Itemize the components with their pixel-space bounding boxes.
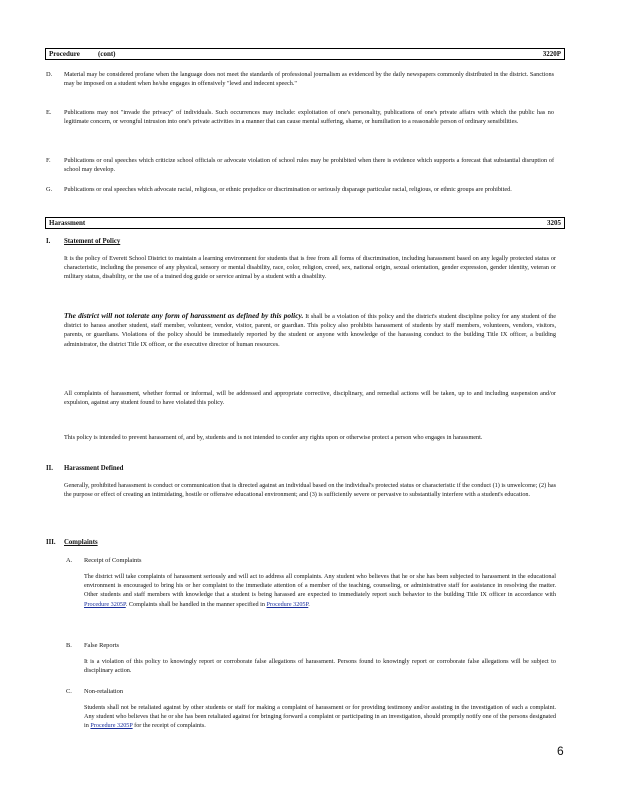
subsection-letter: B. bbox=[66, 642, 72, 649]
header-code: 3220P bbox=[542, 50, 561, 58]
section-title: Statement of Policy bbox=[64, 238, 121, 245]
paragraph-text: . Complaints shall be handled in the manner specified in bbox=[125, 600, 265, 608]
complaints-paragraph bbox=[84, 572, 556, 609]
section-number: I. bbox=[46, 238, 51, 245]
item-text: Material may be considered profane when the language does not meet the standards of professional journalism as evidenced by the daily newspapers commonly distributed in the district. Sanctions may be imposed on a student when he/she engages in offensively "lewd and indecent speech." bbox=[64, 71, 554, 88]
policy-paragraph-emphasis bbox=[64, 311, 556, 349]
header-cont: (cont) bbox=[98, 50, 116, 58]
subsection-title: Non-retaliation bbox=[84, 688, 124, 695]
item-text: Publications or oral speeches which criticize school officials or advocate violation of school rules may be prohibited when there is evidence which supports a forecast that substantial disruption of school may develop. bbox=[64, 157, 554, 174]
false-reports-paragraph: It is a violation of this policy to knowingly report or corroborate false allegations of harassment. Persons found to knowingly report or corroborate false allegations will be subject to disciplinary action. bbox=[84, 658, 556, 675]
item-text: Publications may not "invade the privacy" of individuals. Such occurrences may include: exploitation of one's personality, publications of one's private affairs with which the public has no legitimate concern, or wrongful intrusion into one's private activities in a manner that can cause mental suffering, shame, or humiliation to a reasonable person of ordinary sensibilities. bbox=[64, 109, 554, 126]
paragraph-text: The district will take complaints of harassment seriously and will act to address all complaints. Any student who believes that he or she has been subjected to harassment in the educational environment is encouraged to bring his or her complaint to the immediate attention of a member of the teaching, counseling, or administrative staff for assistance in resolving the matter. Other students and staff members with knowledge that a student is being harassed are expected to immediately report such behavior to the building Title IX officer in accordance with bbox=[84, 573, 556, 599]
paragraph-text: . bbox=[308, 600, 310, 608]
header-label: Harassment bbox=[49, 219, 86, 227]
procedure-link[interactable]: Procedure 3205P bbox=[84, 600, 126, 608]
item-letter: D. bbox=[46, 71, 53, 78]
section-title: Harassment Defined bbox=[64, 465, 124, 472]
section-title: Complaints bbox=[64, 539, 98, 546]
item-letter: E. bbox=[46, 109, 52, 116]
non-retaliation-paragraph bbox=[84, 703, 556, 731]
section-header-procedure bbox=[45, 48, 565, 60]
page-number: 6 bbox=[557, 744, 564, 758]
header-code: 3205 bbox=[547, 219, 561, 227]
item-letter: G. bbox=[46, 186, 53, 193]
policy-paragraph: It is the policy of Everett School District to maintain a learning environment for students that is free from all forms of discrimination, including harassment based on any legally protected status or characteristic, including the presence of any physical, sensory or mental disability, race, color, religion, creed, sex, national origin, sexual orientation, gender expression, gender identity, veteran or military status, disability, or the use of a trained dog guide or service animal by a student with a disability. bbox=[64, 255, 556, 281]
section-header-harassment bbox=[45, 217, 565, 229]
definition-paragraph: Generally, prohibited harassment is conduct or communication that is directed against an individual based on the individual's protected status or characteristic if the conduct (1) is unwelcome; (2) has the purpose or effect of creating an intimidating, hostile or offensive educational environment; and (3) is sufficiently severe or pervasive to substantially interfere with a student's education. bbox=[64, 482, 556, 499]
emphasis-sentence: The district will not tolerate any form of harassment as defined by this policy. bbox=[64, 311, 304, 320]
paragraph-text: Students shall not be retaliated against by other students or staff for making a complaint of harassment or for providing testimony and/or assisting in the investigation of such a complaint. Any student who believes that he or she has been retaliated against for bringing forward a complaint or participating in an investigation, should promptly notify one of the persons designated in bbox=[84, 704, 556, 730]
subsection-title: Receipt of Complaints bbox=[84, 557, 142, 564]
section-number: III. bbox=[46, 539, 56, 546]
item-letter: F. bbox=[46, 157, 51, 164]
paragraph-rest: It shall be a violation of this policy and the district's student discipline policy for any student of the district to harass another student, staff member, volunteer, vendor, visitor, parent, or guardian. This policy also prohibits harassment of students by staff members, volunteers, vendors, visitors, parents, or guardians. Violations of the policy should be immediately reported by the student or anyone with knowledge of the harassing conduct to the building Title IX officer, a building administrator, the district Title IX officer, or the executive director of human resources. bbox=[64, 313, 556, 348]
policy-paragraph: All complaints of harassment, whether formal or informal, will be addressed and appropriate corrective, disciplinary, and remedial actions will be taken, up to and including suspension and/or expulsion, against any student found to have violated this policy. bbox=[64, 390, 556, 407]
procedure-link[interactable]: Procedure 3205P bbox=[266, 600, 309, 608]
section-number: II. bbox=[46, 465, 53, 472]
subsection-title: False Reports bbox=[84, 642, 119, 649]
subsection-letter: C. bbox=[66, 688, 72, 695]
policy-paragraph: This policy is intended to prevent harassment of, and by, students and is not intended to confer any rights upon or otherwise protect a person who engages in harassment. bbox=[64, 434, 483, 441]
item-text: Publications or oral speeches which advocate racial, religious, or ethnic prejudice or discrimination or seriously disparage particular racial, religious, or ethnic groups are prohibited. bbox=[64, 186, 512, 193]
paragraph-text: for the receipt of complaints. bbox=[134, 722, 206, 730]
procedure-link[interactable]: Procedure 3205P bbox=[90, 722, 133, 730]
header-label: Procedure bbox=[49, 50, 80, 58]
subsection-letter: A. bbox=[66, 557, 73, 564]
